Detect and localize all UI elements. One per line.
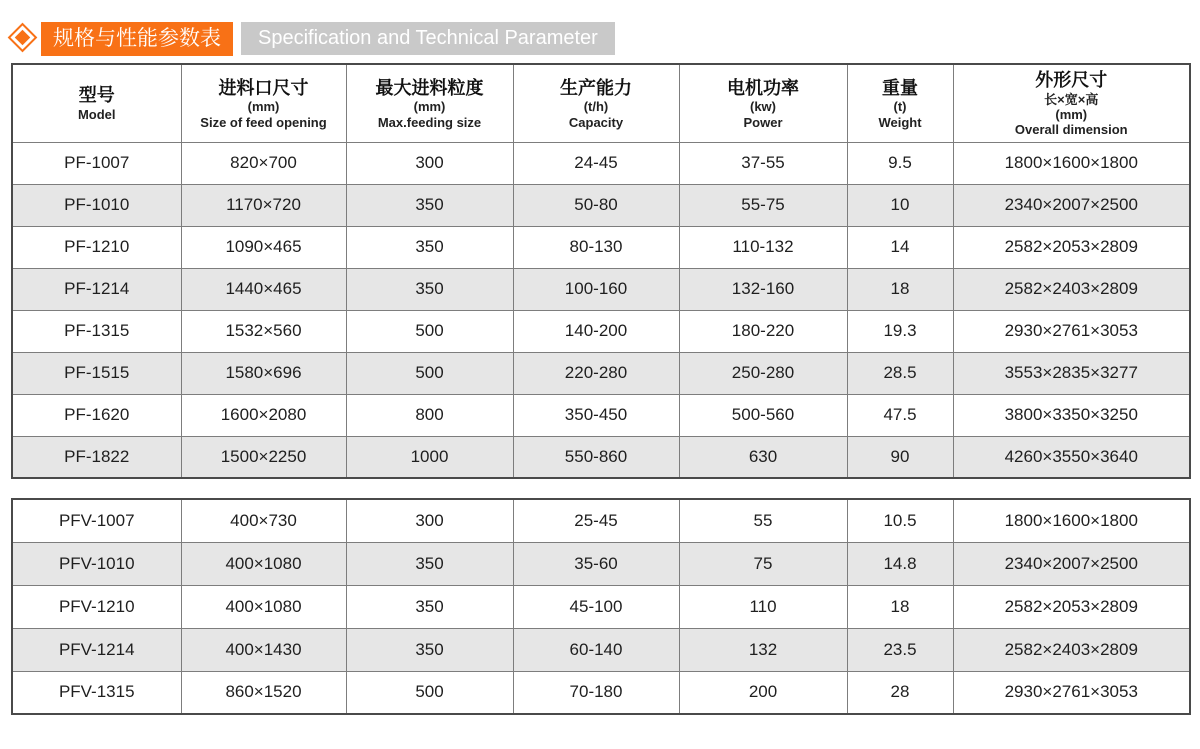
cell-power: 75 [679, 542, 847, 585]
column-header-capacity [513, 64, 679, 142]
cell-capacity: 70-180 [513, 671, 679, 714]
table-row [12, 499, 1190, 542]
header-line-main: 型号 [78, 85, 115, 106]
header-line-sub: Size of feed opening [200, 114, 327, 130]
cell-power: 132-160 [679, 268, 847, 310]
cell-power: 37-55 [679, 142, 847, 184]
cell-feed-opening: 400×1430 [181, 628, 346, 671]
header-line-sub: Overall dimension [1014, 122, 1128, 138]
cell-feed-opening: 1600×2080 [181, 394, 346, 436]
cell-overall-dimension: 2582×2053×2809 [953, 226, 1190, 268]
cell-capacity: 50-80 [513, 184, 679, 226]
cell-overall-dimension: 2340×2007×2500 [953, 542, 1190, 585]
cell-model: PF-1007 [12, 142, 181, 184]
cell-weight: 14.8 [847, 542, 953, 585]
column-header-weight [847, 64, 953, 142]
column-header-model [12, 64, 181, 142]
cell-feed-opening: 400×730 [181, 499, 346, 542]
cell-model: PF-1515 [12, 352, 181, 394]
header-line-main: 进料口尺寸 [218, 77, 309, 98]
section-header [5, 21, 1200, 56]
cell-overall-dimension: 1800×1600×1800 [953, 499, 1190, 542]
header-line-main: 电机功率 [727, 77, 799, 98]
cell-power: 250-280 [679, 352, 847, 394]
cell-max-feeding-size: 350 [346, 585, 513, 628]
cell-power: 500-560 [679, 394, 847, 436]
cell-capacity: 25-45 [513, 499, 679, 542]
diamond-icon [5, 21, 41, 56]
cell-weight: 14 [847, 226, 953, 268]
cell-capacity: 220-280 [513, 352, 679, 394]
cell-model: PF-1010 [12, 184, 181, 226]
header-line-main: 生产能力 [560, 77, 632, 98]
pf-spec-table [11, 63, 1191, 479]
column-header-power [679, 64, 847, 142]
cell-weight: 90 [847, 436, 953, 478]
header-line-sub: (t/h) [583, 99, 609, 115]
cell-max-feeding-size: 350 [346, 268, 513, 310]
header-line-sub: (mm) [247, 99, 280, 115]
cell-weight: 19.3 [847, 310, 953, 352]
header-line-sub: (kw) [750, 99, 776, 115]
cell-max-feeding-size: 1000 [346, 436, 513, 478]
cell-overall-dimension: 2340×2007×2500 [953, 184, 1190, 226]
cell-power: 110-132 [679, 226, 847, 268]
section-title-en: Specification and Technical Parameter [241, 22, 615, 55]
cell-max-feeding-size: 300 [346, 142, 513, 184]
cell-feed-opening: 400×1080 [181, 585, 346, 628]
cell-model: PF-1210 [12, 226, 181, 268]
header-line-sub: Max.feeding size [377, 114, 482, 130]
column-header-max-feeding-size [346, 64, 513, 142]
cell-weight: 28 [847, 671, 953, 714]
cell-weight: 18 [847, 585, 953, 628]
pfv-table-body [12, 499, 1190, 714]
column-header-feed-opening [181, 64, 346, 142]
cell-feed-opening: 1580×696 [181, 352, 346, 394]
cell-model: PF-1214 [12, 268, 181, 310]
cell-overall-dimension: 2582×2403×2809 [953, 628, 1190, 671]
header-line-main: 最大进料粒度 [375, 77, 484, 98]
cell-overall-dimension: 2582×2403×2809 [953, 268, 1190, 310]
header-line-main: 重量 [882, 77, 918, 98]
cell-capacity: 140-200 [513, 310, 679, 352]
table-row [12, 436, 1190, 478]
cell-max-feeding-size: 350 [346, 226, 513, 268]
header-line-sub: (mm) [413, 99, 446, 115]
cell-feed-opening: 1532×560 [181, 310, 346, 352]
table-row [12, 671, 1190, 714]
cell-feed-opening: 860×1520 [181, 671, 346, 714]
cell-model: PFV-1210 [12, 585, 181, 628]
cell-max-feeding-size: 300 [346, 499, 513, 542]
cell-weight: 10.5 [847, 499, 953, 542]
table-row [12, 184, 1190, 226]
cell-capacity: 80-130 [513, 226, 679, 268]
table-row [12, 394, 1190, 436]
cell-power: 110 [679, 585, 847, 628]
cell-feed-opening: 1440×465 [181, 268, 346, 310]
cell-power: 200 [679, 671, 847, 714]
cell-max-feeding-size: 800 [346, 394, 513, 436]
cell-model: PFV-1007 [12, 499, 181, 542]
table-row [12, 226, 1190, 268]
cell-overall-dimension: 3800×3350×3250 [953, 394, 1190, 436]
cell-model: PFV-1010 [12, 542, 181, 585]
cell-capacity: 100-160 [513, 268, 679, 310]
table-row [12, 310, 1190, 352]
column-header-overall-dimension [953, 64, 1190, 142]
cell-capacity: 45-100 [513, 585, 679, 628]
cell-overall-dimension: 1800×1600×1800 [953, 142, 1190, 184]
cell-weight: 18 [847, 268, 953, 310]
cell-overall-dimension: 2930×2761×3053 [953, 310, 1190, 352]
cell-capacity: 35-60 [513, 542, 679, 585]
cell-feed-opening: 1500×2250 [181, 436, 346, 478]
cell-capacity: 550-860 [513, 436, 679, 478]
cell-power: 55-75 [679, 184, 847, 226]
header-line-sub: (t) [893, 99, 907, 115]
cell-feed-opening: 400×1080 [181, 542, 346, 585]
cell-power: 55 [679, 499, 847, 542]
header-line-sub: Weight [878, 114, 922, 130]
header-line-sub: Model [77, 106, 116, 122]
cell-model: PFV-1214 [12, 628, 181, 671]
cell-weight: 28.5 [847, 352, 953, 394]
cell-power: 630 [679, 436, 847, 478]
table-row [12, 585, 1190, 628]
table-row [12, 628, 1190, 671]
spec-sheet-page [0, 21, 1200, 749]
cell-max-feeding-size: 350 [346, 628, 513, 671]
header-line-sub: (mm) [1055, 106, 1088, 122]
cell-weight: 23.5 [847, 628, 953, 671]
header-row [12, 64, 1190, 142]
cell-capacity: 60-140 [513, 628, 679, 671]
cell-overall-dimension: 3553×2835×3277 [953, 352, 1190, 394]
cell-feed-opening: 1170×720 [181, 184, 346, 226]
table-row [12, 142, 1190, 184]
table-row [12, 352, 1190, 394]
pfv-spec-table [11, 498, 1191, 715]
header-line-sub: 长×宽×高 [1044, 91, 1099, 107]
cell-power: 180-220 [679, 310, 847, 352]
cell-max-feeding-size: 350 [346, 184, 513, 226]
cell-capacity: 24-45 [513, 142, 679, 184]
cell-overall-dimension: 4260×3550×3640 [953, 436, 1190, 478]
cell-overall-dimension: 2930×2761×3053 [953, 671, 1190, 714]
cell-model: PF-1822 [12, 436, 181, 478]
header-line-sub: Power [743, 114, 783, 130]
table-row [12, 268, 1190, 310]
cell-max-feeding-size: 500 [346, 310, 513, 352]
cell-weight: 10 [847, 184, 953, 226]
cell-model: PFV-1315 [12, 671, 181, 714]
header-line-main: 外形尺寸 [1035, 70, 1108, 90]
cell-feed-opening: 1090×465 [181, 226, 346, 268]
section-title-zh: 规格与性能参数表 [41, 22, 233, 56]
pf-table-body [12, 142, 1190, 478]
cell-max-feeding-size: 500 [346, 352, 513, 394]
cell-feed-opening: 820×700 [181, 142, 346, 184]
cell-overall-dimension: 2582×2053×2809 [953, 585, 1190, 628]
cell-capacity: 350-450 [513, 394, 679, 436]
cell-weight: 9.5 [847, 142, 953, 184]
cell-model: PF-1315 [12, 310, 181, 352]
table-row [12, 542, 1190, 585]
cell-weight: 47.5 [847, 394, 953, 436]
header-line-sub: Capacity [568, 114, 624, 130]
cell-power: 132 [679, 628, 847, 671]
cell-max-feeding-size: 350 [346, 542, 513, 585]
cell-model: PF-1620 [12, 394, 181, 436]
cell-max-feeding-size: 500 [346, 671, 513, 714]
